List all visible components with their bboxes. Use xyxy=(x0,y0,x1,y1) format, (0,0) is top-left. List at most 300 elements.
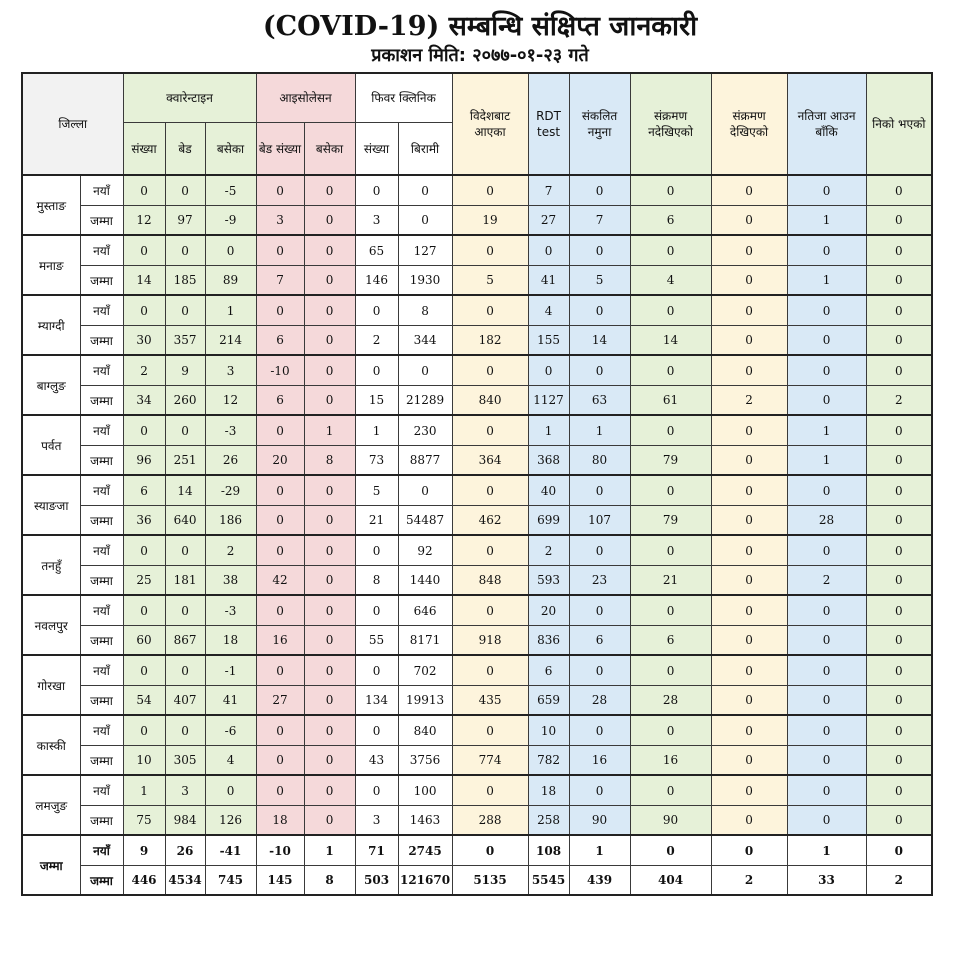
table-cell: 214 xyxy=(205,326,256,356)
table-cell: 0 xyxy=(304,295,355,326)
table-cell: 55 xyxy=(355,626,398,656)
table-cell: 0 xyxy=(630,595,711,626)
table-cell: 2 xyxy=(866,386,932,416)
table-cell: 0 xyxy=(569,775,630,806)
table-cell: 8 xyxy=(304,446,355,476)
table-cell: 0 xyxy=(256,655,304,686)
table-cell: 0 xyxy=(304,746,355,776)
table-cell: 0 xyxy=(866,446,932,476)
table-cell: 23 xyxy=(569,566,630,596)
table-cell: 0 xyxy=(452,655,528,686)
subheader-fever-patient: बिरामी xyxy=(398,123,452,176)
table-cell: 42 xyxy=(256,566,304,596)
table-cell: 185 xyxy=(165,266,205,296)
row-label-total: जम्मा xyxy=(80,386,123,416)
table-cell: 0 xyxy=(355,295,398,326)
table-cell: 6 xyxy=(123,475,165,506)
table-cell: 19913 xyxy=(398,686,452,716)
table-cell: -6 xyxy=(205,715,256,746)
table-cell: 28 xyxy=(630,686,711,716)
table-cell: 0 xyxy=(452,235,528,266)
table-cell: 836 xyxy=(528,626,569,656)
table-cell: 0 xyxy=(711,775,787,806)
table-cell: 127 xyxy=(398,235,452,266)
table-cell: 0 xyxy=(630,535,711,566)
table-row xyxy=(22,475,932,506)
table-cell: 3 xyxy=(355,806,398,836)
table-row xyxy=(22,295,932,326)
table-cell: 54487 xyxy=(398,506,452,536)
table-cell: 28 xyxy=(787,506,866,536)
row-label-total: जम्मा xyxy=(80,746,123,776)
table-cell: 1 xyxy=(787,266,866,296)
table-cell: 0 xyxy=(398,206,452,236)
table-cell: 181 xyxy=(165,566,205,596)
table-cell: 0 xyxy=(355,715,398,746)
table-cell: 20 xyxy=(528,595,569,626)
table-cell: 0 xyxy=(569,655,630,686)
table-cell: 6 xyxy=(630,626,711,656)
table-cell: 0 xyxy=(256,775,304,806)
district-name: जम्मा xyxy=(22,835,80,895)
table-cell: 0 xyxy=(866,326,932,356)
district-name: तनहुँ xyxy=(22,535,80,595)
table-row xyxy=(22,866,932,896)
table-cell: 0 xyxy=(256,506,304,536)
table-cell: 21289 xyxy=(398,386,452,416)
table-cell: 65 xyxy=(355,235,398,266)
table-cell: 659 xyxy=(528,686,569,716)
table-cell: 54 xyxy=(123,686,165,716)
table-cell: 0 xyxy=(452,715,528,746)
subheader-fever-count: संख्या xyxy=(355,123,398,176)
table-row xyxy=(22,415,932,446)
table-cell: 0 xyxy=(528,235,569,266)
table-row xyxy=(22,355,932,386)
table-cell: 0 xyxy=(787,595,866,626)
table-cell: 5 xyxy=(569,266,630,296)
row-label-total: जम्मा xyxy=(80,686,123,716)
table-cell: 0 xyxy=(787,806,866,836)
district-name: कास्की xyxy=(22,715,80,775)
table-cell: 984 xyxy=(165,806,205,836)
table-cell: 0 xyxy=(711,175,787,206)
table-cell: 0 xyxy=(711,535,787,566)
table-cell: 0 xyxy=(304,535,355,566)
table-cell: 73 xyxy=(355,446,398,476)
table-cell: 1 xyxy=(787,835,866,866)
table-cell: 840 xyxy=(398,715,452,746)
table-cell: 0 xyxy=(256,235,304,266)
table-cell: 0 xyxy=(165,415,205,446)
table-cell: 108 xyxy=(528,835,569,866)
covid-summary-table xyxy=(21,72,933,896)
table-cell: 260 xyxy=(165,386,205,416)
table-cell: 0 xyxy=(866,475,932,506)
table-cell: 0 xyxy=(630,355,711,386)
table-cell: 90 xyxy=(630,806,711,836)
table-cell: 0 xyxy=(787,655,866,686)
table-cell: 0 xyxy=(398,175,452,206)
table-cell: 0 xyxy=(123,715,165,746)
table-cell: 8877 xyxy=(398,446,452,476)
table-cell: 0 xyxy=(630,175,711,206)
table-row xyxy=(22,715,932,746)
table-cell: 27 xyxy=(256,686,304,716)
table-cell: 71 xyxy=(355,835,398,866)
table-cell: -10 xyxy=(256,835,304,866)
header-rdt-test: RDT test xyxy=(528,73,569,175)
table-cell: 840 xyxy=(452,386,528,416)
table-cell: 8 xyxy=(398,295,452,326)
table-cell: 0 xyxy=(866,206,932,236)
table-cell: 0 xyxy=(569,235,630,266)
table-cell: 0 xyxy=(304,235,355,266)
district-name: बाग्लुङ xyxy=(22,355,80,415)
row-label-total: जम्मा xyxy=(80,446,123,476)
table-cell: 0 xyxy=(256,175,304,206)
table-cell: 15 xyxy=(355,386,398,416)
table-row xyxy=(22,566,932,596)
table-cell: 38 xyxy=(205,566,256,596)
table-cell: -29 xyxy=(205,475,256,506)
table-cell: 404 xyxy=(630,866,711,896)
table-cell: 14 xyxy=(569,326,630,356)
table-cell: 2 xyxy=(711,866,787,896)
table-cell: 14 xyxy=(165,475,205,506)
table-cell: 0 xyxy=(866,715,932,746)
table-cell: 12 xyxy=(205,386,256,416)
table-cell: 0 xyxy=(630,475,711,506)
table-row xyxy=(22,775,932,806)
table-body xyxy=(22,175,932,895)
row-label-new: नयाँ xyxy=(80,835,123,866)
row-label-new: नयाँ xyxy=(80,175,123,206)
table-cell: 0 xyxy=(123,175,165,206)
table-cell: 258 xyxy=(528,806,569,836)
table-cell: 89 xyxy=(205,266,256,296)
table-cell: 0 xyxy=(866,175,932,206)
table-cell: 16 xyxy=(256,626,304,656)
row-label-new: नयाँ xyxy=(80,715,123,746)
table-cell: 0 xyxy=(452,775,528,806)
subheader-isolation-bed-count: बेड संख्या xyxy=(256,123,304,176)
table-cell: 0 xyxy=(256,715,304,746)
table-cell: 646 xyxy=(398,595,452,626)
table-cell: 0 xyxy=(452,535,528,566)
table-cell: -3 xyxy=(205,595,256,626)
row-label-new: नयाँ xyxy=(80,295,123,326)
table-cell: 0 xyxy=(787,175,866,206)
table-cell: 0 xyxy=(452,835,528,866)
row-label-total: जम्मा xyxy=(80,266,123,296)
header-district: जिल्ला xyxy=(22,73,123,175)
table-cell: 0 xyxy=(569,535,630,566)
table-cell: 0 xyxy=(711,806,787,836)
table-cell: 5545 xyxy=(528,866,569,896)
table-row xyxy=(22,386,932,416)
table-cell: 1930 xyxy=(398,266,452,296)
table-cell: 134 xyxy=(355,686,398,716)
table-row xyxy=(22,266,932,296)
table-cell: 0 xyxy=(165,715,205,746)
table-cell: 0 xyxy=(304,355,355,386)
table-cell: 41 xyxy=(205,686,256,716)
table-cell: 16 xyxy=(569,746,630,776)
header-collected-sample: संकलित नमुना xyxy=(569,73,630,175)
table-cell: 446 xyxy=(123,866,165,896)
table-cell: 0 xyxy=(569,295,630,326)
table-cell: 7 xyxy=(528,175,569,206)
table-cell: 26 xyxy=(205,446,256,476)
table-row xyxy=(22,655,932,686)
table-cell: 1 xyxy=(528,415,569,446)
table-cell: 28 xyxy=(569,686,630,716)
table-cell: 10 xyxy=(123,746,165,776)
table-cell: 0 xyxy=(711,295,787,326)
table-cell: 0 xyxy=(787,535,866,566)
table-cell: 0 xyxy=(304,566,355,596)
table-cell: 0 xyxy=(304,686,355,716)
row-label-total: जम्मा xyxy=(80,566,123,596)
table-cell: 1 xyxy=(787,446,866,476)
table-cell: 0 xyxy=(711,235,787,266)
table-cell: 2 xyxy=(205,535,256,566)
table-cell: 6 xyxy=(630,206,711,236)
table-cell: 100 xyxy=(398,775,452,806)
table-cell: 0 xyxy=(787,686,866,716)
table-row xyxy=(22,235,932,266)
table-cell: 60 xyxy=(123,626,165,656)
table-cell: 918 xyxy=(452,626,528,656)
table-cell: 0 xyxy=(787,235,866,266)
table-cell: 8171 xyxy=(398,626,452,656)
table-cell: 21 xyxy=(355,506,398,536)
table-cell: 0 xyxy=(304,595,355,626)
table-row xyxy=(22,746,932,776)
table-cell: 0 xyxy=(304,326,355,356)
table-cell: 0 xyxy=(866,355,932,386)
table-cell: 0 xyxy=(304,626,355,656)
row-label-total: जम्मा xyxy=(80,206,123,236)
table-cell: 155 xyxy=(528,326,569,356)
table-cell: 0 xyxy=(452,415,528,446)
district-name: लमजुङ xyxy=(22,775,80,835)
table-cell: 462 xyxy=(452,506,528,536)
table-cell: 0 xyxy=(787,475,866,506)
table-cell: 407 xyxy=(165,686,205,716)
table-cell: -3 xyxy=(205,415,256,446)
table-cell: 344 xyxy=(398,326,452,356)
district-name: म्याग्दी xyxy=(22,295,80,355)
table-cell: 0 xyxy=(630,655,711,686)
table-cell: 0 xyxy=(711,326,787,356)
table-cell: 19 xyxy=(452,206,528,236)
table-cell: 0 xyxy=(165,175,205,206)
table-cell: 1 xyxy=(569,835,630,866)
header-not-infected: संक्रमण नदेखिएको xyxy=(630,73,711,175)
table-cell: 0 xyxy=(787,775,866,806)
subheader-quarantine-staying: बसेका xyxy=(205,123,256,176)
table-cell: 8 xyxy=(355,566,398,596)
table-cell: 18 xyxy=(205,626,256,656)
table-cell: 0 xyxy=(787,746,866,776)
table-cell: 186 xyxy=(205,506,256,536)
table-cell: 0 xyxy=(165,535,205,566)
table-cell: 1127 xyxy=(528,386,569,416)
table-cell: 0 xyxy=(866,535,932,566)
table-cell: 0 xyxy=(711,506,787,536)
table-cell: 0 xyxy=(711,686,787,716)
table-cell: 0 xyxy=(256,295,304,326)
header-from-abroad: विदेशबाट आएका xyxy=(452,73,528,175)
table-cell: 0 xyxy=(866,595,932,626)
table-cell: 593 xyxy=(528,566,569,596)
table-row xyxy=(22,626,932,656)
table-cell: 0 xyxy=(304,175,355,206)
table-cell: 1 xyxy=(355,415,398,446)
table-cell: 0 xyxy=(355,535,398,566)
table-cell: 97 xyxy=(165,206,205,236)
subheader-quarantine-count: संख्या xyxy=(123,123,165,176)
table-cell: 4534 xyxy=(165,866,205,896)
district-name: नवलपुर xyxy=(22,595,80,655)
table-cell: 230 xyxy=(398,415,452,446)
table-row xyxy=(22,446,932,476)
table-cell: 41 xyxy=(528,266,569,296)
table-cell: 21 xyxy=(630,566,711,596)
table-cell: 0 xyxy=(569,475,630,506)
table-cell: 0 xyxy=(866,775,932,806)
table-cell: 0 xyxy=(866,806,932,836)
table-cell: 0 xyxy=(711,746,787,776)
table-cell: 2 xyxy=(711,386,787,416)
table-cell: 0 xyxy=(452,355,528,386)
table-cell: 1 xyxy=(205,295,256,326)
table-cell: 0 xyxy=(630,295,711,326)
table-cell: 702 xyxy=(398,655,452,686)
table-cell: 1 xyxy=(304,415,355,446)
table-cell: 0 xyxy=(711,566,787,596)
table-cell: 0 xyxy=(711,266,787,296)
table-cell: 61 xyxy=(630,386,711,416)
table-cell: 0 xyxy=(398,475,452,506)
table-cell: 0 xyxy=(787,715,866,746)
table-cell: 0 xyxy=(123,535,165,566)
table-cell: 0 xyxy=(165,235,205,266)
district-name: मुस्ताङ xyxy=(22,175,80,235)
table-cell: 0 xyxy=(866,655,932,686)
table-cell: 848 xyxy=(452,566,528,596)
publish-date: प्रकाशन मिति: २०७७-०१-२३ गते xyxy=(371,45,589,66)
subheader-quarantine-bed: बेड xyxy=(165,123,205,176)
table-cell: 357 xyxy=(165,326,205,356)
table-cell: 0 xyxy=(866,746,932,776)
table-cell: 6 xyxy=(528,655,569,686)
table-cell: 368 xyxy=(528,446,569,476)
table-cell: 2 xyxy=(866,866,932,896)
table-cell: 867 xyxy=(165,626,205,656)
table-cell: 0 xyxy=(256,535,304,566)
table-cell: 25 xyxy=(123,566,165,596)
table-cell: 0 xyxy=(711,206,787,236)
table-cell: 63 xyxy=(569,386,630,416)
row-label-new: नयाँ xyxy=(80,595,123,626)
table-cell: 2 xyxy=(528,535,569,566)
table-cell: 0 xyxy=(304,386,355,416)
table-cell: 0 xyxy=(123,655,165,686)
table-cell: 1 xyxy=(787,415,866,446)
table-cell: 0 xyxy=(452,595,528,626)
table-cell: 782 xyxy=(528,746,569,776)
table-cell: 7 xyxy=(569,206,630,236)
table-cell: 0 xyxy=(165,595,205,626)
table-cell: 10 xyxy=(528,715,569,746)
table-cell: 0 xyxy=(355,175,398,206)
table-cell: 0 xyxy=(165,295,205,326)
table-cell: 0 xyxy=(304,475,355,506)
district-name: स्याङजा xyxy=(22,475,80,535)
table-row xyxy=(22,535,932,566)
table-cell: 0 xyxy=(630,415,711,446)
table-cell: 0 xyxy=(711,595,787,626)
table-cell: 4 xyxy=(528,295,569,326)
table-cell: 0 xyxy=(711,655,787,686)
table-cell: 80 xyxy=(569,446,630,476)
district-name: पर्वत xyxy=(22,415,80,475)
table-cell: 0 xyxy=(711,475,787,506)
table-cell: 20 xyxy=(256,446,304,476)
table-cell: 435 xyxy=(452,686,528,716)
table-cell: 0 xyxy=(205,775,256,806)
table-cell: 18 xyxy=(256,806,304,836)
table-cell: 0 xyxy=(256,746,304,776)
row-label-new: नयाँ xyxy=(80,655,123,686)
table-cell: 3 xyxy=(355,206,398,236)
table-cell: 16 xyxy=(630,746,711,776)
table-cell: 0 xyxy=(304,806,355,836)
table-cell: 3 xyxy=(165,775,205,806)
table-cell: 2 xyxy=(787,566,866,596)
table-cell: 0 xyxy=(711,415,787,446)
row-label-total: जम्मा xyxy=(80,506,123,536)
table-cell: 79 xyxy=(630,506,711,536)
row-label-total: जम्मा xyxy=(80,866,123,896)
table-cell: 2 xyxy=(123,355,165,386)
table-cell: 439 xyxy=(569,866,630,896)
table-row xyxy=(22,326,932,356)
table-cell: 0 xyxy=(866,415,932,446)
table-cell: 3 xyxy=(205,355,256,386)
table-cell: 92 xyxy=(398,535,452,566)
header-infected: संक्रमण देखिएको xyxy=(711,73,787,175)
table-cell: 0 xyxy=(711,355,787,386)
table-cell: 364 xyxy=(452,446,528,476)
header-isolation: आइसोलेसन xyxy=(256,73,355,123)
table-row xyxy=(22,175,932,206)
table-cell: 182 xyxy=(452,326,528,356)
table-cell: 1 xyxy=(787,206,866,236)
table-row xyxy=(22,806,932,836)
table-cell: 8 xyxy=(304,866,355,896)
table-cell: 5135 xyxy=(452,866,528,896)
table-cell: 0 xyxy=(866,266,932,296)
table-cell: 0 xyxy=(123,235,165,266)
row-label-new: नयाँ xyxy=(80,355,123,386)
table-cell: 0 xyxy=(304,506,355,536)
table-cell: 96 xyxy=(123,446,165,476)
table-cell: 0 xyxy=(787,355,866,386)
